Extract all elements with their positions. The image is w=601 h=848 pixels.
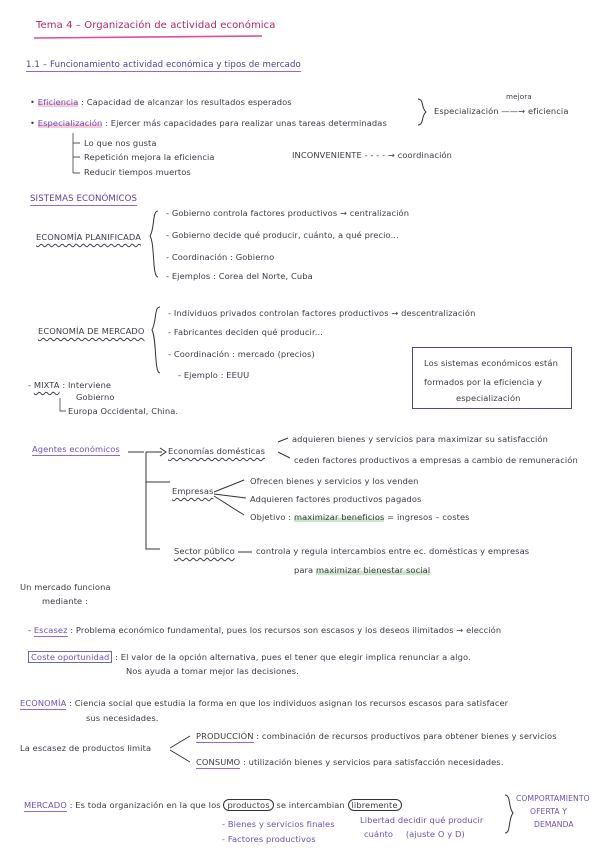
consumo-text: : utilización bienes y servicios para satisfacción necesidades. [243, 757, 504, 767]
mixta-line-3: Europa Occidental, China. [68, 406, 179, 416]
mercado-def-ajuste: (ajuste O y D) [405, 829, 465, 839]
empresas-item-2: Adquieren factores productivos pagados [250, 494, 422, 504]
domesticas-item-2: ceden factores productivos a empresas a cambio de remuneración [294, 455, 578, 465]
mercado-def-libremente: libremente [348, 799, 402, 811]
especializacion-label: Especialización [37, 118, 103, 128]
domesticas-label: Economías domésticas [168, 446, 266, 456]
branch-escasez [170, 736, 190, 762]
produccion-row [196, 731, 557, 741]
mixta-row: - MIXTA : Interviene [28, 380, 112, 390]
mejora-label: mejora [506, 92, 532, 101]
mercado-def-sub-2: - Factores productivos [222, 834, 316, 844]
consumo-row [196, 757, 503, 767]
coste-text-2: Nos ayuda a tomar mejor las decisiones. [126, 666, 299, 676]
mercado-def-sub-1: - Bienes y servicios finales [222, 819, 335, 829]
especializacion-sub-1: Lo que nos gusta [84, 138, 157, 148]
inconveniente-arrow: - - - - → [364, 150, 395, 160]
mercado-def-right-3: DEMANDA [534, 820, 574, 829]
coste-text-1: : El valor de la opción alternativa, pues el tener que elegir implica renunciar a algo. [115, 652, 471, 662]
escasez-limita-text: La escasez de productos limita [20, 743, 152, 753]
publico-label: Sector público [174, 546, 235, 556]
mixta-line-1: : Interviene [62, 380, 112, 390]
especializacion-sub-2: Repetición mejora la eficiencia [84, 152, 215, 162]
tree-agentes [128, 452, 170, 549]
tree-especializacion [73, 133, 80, 173]
planificada-label: ECONOMÍA PLANIFICADA [36, 232, 141, 242]
mercado-def-productos: productos [223, 799, 273, 811]
mercado-econ-item-3: - Coordinación : mercado (precios) [168, 349, 315, 359]
tree-mixta [60, 398, 66, 411]
mercado-def-sub-3: Libertad decidir qué producir [360, 815, 484, 825]
empresas-item-1: Ofrecen bienes y servicios y los venden [250, 476, 419, 486]
agentes-label: Agentes económicos [32, 444, 120, 454]
esp-eff-right: eficiencia [528, 106, 569, 116]
mercado-funciona-1: Un mercado funciona [20, 582, 111, 592]
economia-text-2: sus necesidades. [86, 713, 159, 723]
title-underline [34, 36, 262, 38]
coste-label: Coste oportunidad [28, 651, 112, 663]
eficiencia-label: Eficiencia [37, 97, 79, 107]
section-heading: 1.1 – Funcionamiento actividad económica y tipos de mercado [26, 60, 301, 70]
escasez-text: : Problema económico fundamental, pues los recursos son escasos y los deseos ilimitados → elección [70, 625, 502, 635]
empresas-objetivo: Objetivo : [250, 512, 292, 522]
mercado-econ-item-2: - Fabricantes deciden qué producir... [168, 327, 323, 337]
mercado-funciona-2: mediante : [42, 596, 88, 606]
mercado-def-row [24, 800, 402, 810]
economia-row [20, 698, 508, 708]
empresas-formula: = ingresos – costes [387, 512, 470, 522]
especializacion-sub-3: Reducir tiempos muertos [84, 167, 191, 177]
publico-item-1: controla y regula intercambios entre ec. domésticas y empresas [256, 546, 530, 556]
esp-eff-row [434, 106, 569, 116]
eficiencia-text: : Capacidad de alcanzar los resultados esperados [81, 97, 292, 107]
escasez-row: - Escasez : Problema económico fundamental, pues los recursos son escasos y los deseos ilimitados → elección [28, 625, 502, 635]
domesticas-item-1: adquieren bienes y servicios para maximizar su satisfacción [292, 434, 548, 444]
especializacion-text: : Ejercer más capacidades para realizar unas tareas determinadas [105, 118, 387, 128]
esp-eff-arrow: ——→ [501, 106, 526, 116]
produccion-text: : combinación de recursos productivos para obtener bienes y servicios [256, 731, 557, 741]
inconveniente-right: coordinación [397, 150, 453, 160]
mercado-def-sub-4 [364, 829, 465, 839]
sistemas-heading: SISTEMAS ECONÓMICOS [30, 194, 138, 204]
brace-eficiencia [418, 99, 426, 125]
publico-maximizar: maximizar bienestar social [316, 565, 431, 575]
esp-eff-left: Especialización [434, 106, 499, 116]
mercado-econ-item-4: - Ejemplo : EEUU [178, 370, 250, 380]
publico-item-2 [294, 565, 430, 575]
publico-para: para [294, 565, 314, 575]
brace-mercado-def [505, 795, 513, 833]
mercado-def-cuanto: cuánto [364, 829, 394, 839]
planificada-item-3: - Coordinación : Gobierno [166, 252, 275, 262]
mixta-label: MIXTA [33, 380, 60, 390]
note-line-2: formados por la eficiencia y [424, 377, 543, 387]
eficiencia-row: • Eficiencia : Capacidad de alcanzar los resultados esperados [30, 97, 292, 107]
planificada-item-4: - Ejemplos : Corea del Norte, Cuba [166, 271, 313, 281]
brace-planificada [150, 211, 158, 277]
mercado-def-label: MERCADO [24, 800, 67, 810]
produccion-label: PRODUCCIÓN [196, 731, 254, 741]
empresas-maximizar: maximizar beneficios [293, 512, 385, 522]
economia-text-1: : Ciencia social que estudia la forma en que los individuos asignan los recursos escasos para satisfacer [69, 698, 509, 708]
inconveniente-row [292, 150, 452, 160]
escasez-label: Escasez [33, 625, 68, 635]
mercado-def-right-1: COMPORTAMIENTO [516, 794, 590, 803]
consumo-label: CONSUMO [196, 757, 241, 767]
mercado-econ-item-1: - Individuos privados controlan factores productivos → descentralización [168, 308, 476, 318]
empresas-label: Empresas [172, 486, 214, 496]
note-line-1: Los sistemas económicos están [424, 358, 558, 368]
economia-label: ECONOMÍA [20, 698, 67, 708]
brace-domesticas [278, 438, 290, 458]
note-line-3: especialización [456, 393, 521, 403]
mercado-def-text-a: : Es toda organización en la que los [69, 800, 221, 810]
mixta-line-2: Gobierno [76, 392, 115, 402]
coste-row [28, 652, 471, 662]
planificada-item-2: - Gobierno decide qué producir, cuánto, a qué precio... [166, 230, 399, 240]
brace-mercado [152, 307, 160, 373]
especializacion-row: • Especialización : Ejercer más capacidades para realizar unas tareas determinadas [30, 118, 387, 128]
branch-empresas [214, 480, 246, 515]
mercado-econ-label: ECONOMÍA DE MERCADO [38, 326, 145, 336]
mercado-def-text-b: se intercambian [276, 800, 345, 810]
mercado-def-right-2: OFERTA Y [530, 807, 567, 816]
inconveniente-left: INCONVENIENTE [292, 150, 362, 160]
empresas-item-3 [250, 512, 470, 522]
page-title: Tema 4 – Organización de actividad económica [36, 20, 276, 31]
planificada-item-1: - Gobierno controla factores productivos → centralización [166, 208, 410, 218]
